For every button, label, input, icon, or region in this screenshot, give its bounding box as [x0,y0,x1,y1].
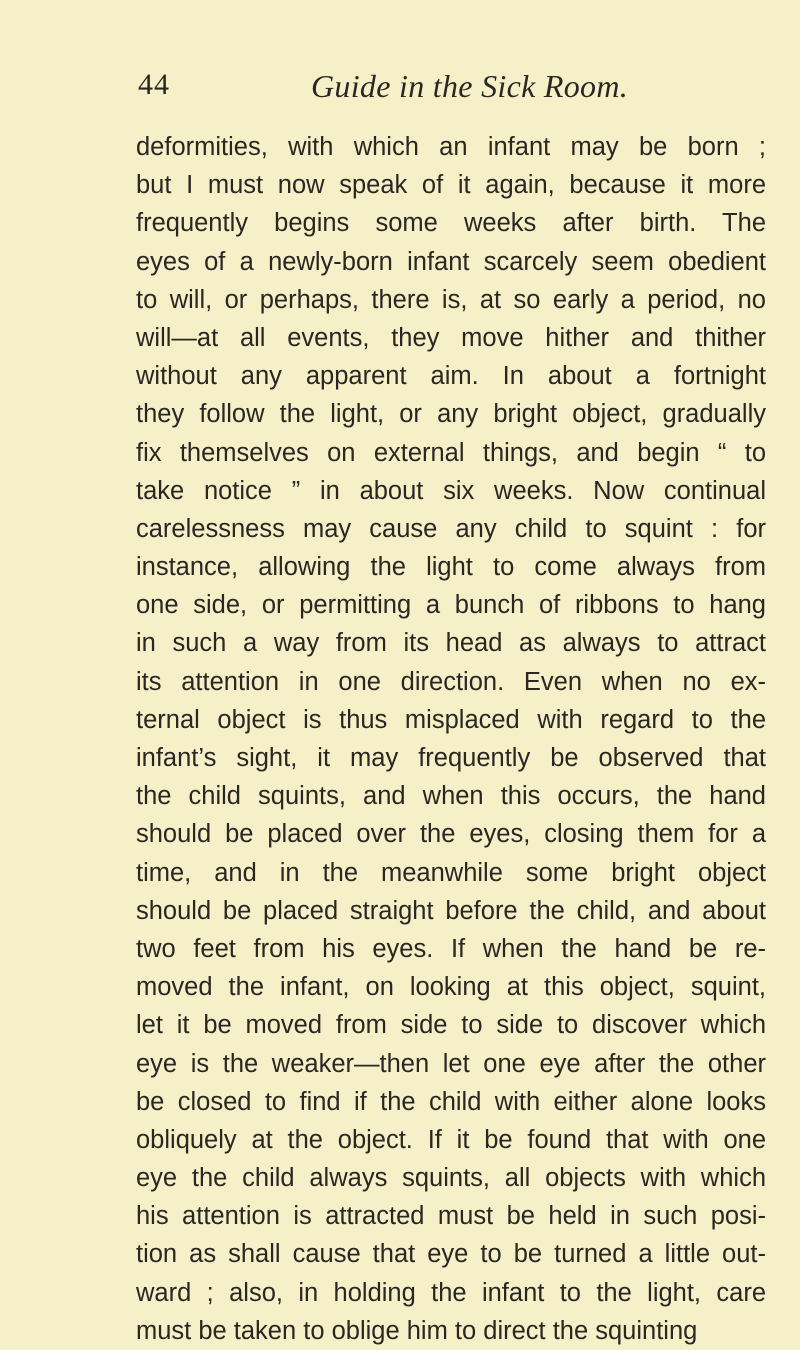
text-line: ternal object is thus misplaced with regard to the [136,705,766,734]
text-line: take notice ” in about six weeks. Now continual [136,476,766,505]
text-line: but I must now speak of it again, because it more [136,171,766,200]
text-line: tion as shall cause that eye to be turned a little out- [136,1240,766,1269]
running-head [138,68,768,108]
text-line: will—at all events, they move hither and thither [136,323,766,352]
text-line: infant’s sight, it may frequently be observed that [136,744,766,772]
text-line: time, and in the meanwhile some bright object [136,858,766,887]
body-text [136,128,766,1350]
text-line: ward ; also, in holding the infant to the light, care [136,1278,766,1307]
text-line: should be placed over the eyes, closing them for a [136,820,766,849]
text-line: one side, or permitting a bunch of ribbons to hang [136,591,766,620]
text-line: the child squints, and when this occurs, the hand [136,782,766,811]
text-line: without any apparent aim. In about a fortnight [136,362,766,391]
running-title: Guide in the Sick Room. [311,68,629,104]
page-number: 44 [138,68,170,101]
text-line: be closed to find if the child with either alone looks [136,1087,766,1116]
text-line: to will, or perhaps, there is, at so early a period, no [136,285,766,314]
text-line: in such a way from its head as always to attract [136,629,766,658]
text-line: should be placed straight before the child, and about [136,896,766,925]
text-line: its attention in one direction. Even when no ex- [136,667,766,696]
text-line: two feet from his eyes. If when the hand be re- [136,934,766,963]
text-line: obliquely at the object. If it be found that with one [136,1125,766,1154]
text-line: they follow the light, or any bright object, gradually [136,400,766,429]
text-line: eye the child always squints, all objects with which [136,1164,766,1193]
text-line: deformities, with which an infant may be born ; [136,133,766,161]
text-line: instance, allowing the light to come always from [136,553,766,582]
text-line: eye is the weaker—then let one eye after the other [136,1049,766,1078]
text-line: eyes of a newly-born infant scarcely seem obedient [136,247,766,276]
text-line: his attention is attracted must be held in such posi- [136,1202,766,1231]
text-line: moved the infant, on looking at this object, squint, [136,973,766,1002]
text-line: frequently begins some weeks after birth. The [136,209,766,238]
text-line: let it be moved from side to side to discover which [136,1011,766,1040]
text-line: carelessness may cause any child to squint : for [136,514,766,543]
text-line: fix themselves on external things, and begin “ to [136,438,766,467]
text-line: must be taken to oblige him to direct the squinting [136,1316,698,1345]
